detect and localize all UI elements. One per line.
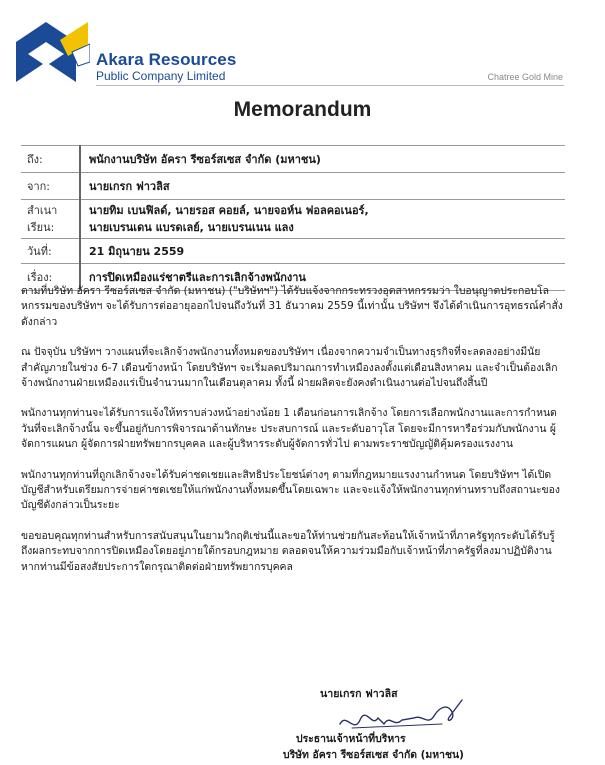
body-paragraph-5: ขอขอบคุณทุกท่านสำหรับการสนับสนุนในยามวิกฤติเช่นนี้และขอให้ท่านช่วยกันสะท้อนให้เจ้าหน้าที่ภาครัฐทุกระดับได้รับรู้ถึงผลกระทบจากการปิดเหมืองโดยอยู่ภายใต้กรอบกฎหมาย ตลอดจนให้ความร่วมมือกับเจ้าหน้าที่ภาครัฐที่ลงมาปฏิบัติงาน หากท่านมีข้อสงสัยประการใดกรุณาติดต่อฝ่ายทรัพยากรบุคคล: [21, 529, 555, 573]
from-value: นายเกรก ฟาวลิส: [80, 173, 565, 200]
memo-cc-row: [21, 200, 565, 239]
memo-to-row: [21, 146, 565, 173]
to-label: ถึง:: [21, 146, 80, 173]
cc-value-line2: นายเบรนเดน แบรดเลย์, นายเบรนเนน แลง: [89, 221, 294, 234]
cc-label: [21, 200, 80, 239]
cc-label-line2: เรียน:: [27, 221, 55, 234]
memo-date-row: [21, 239, 565, 264]
mine-name: Chatree Gold Mine: [487, 72, 563, 82]
to-value: พนักงานบริษัท อัครา รีซอร์สเซส จำกัด (มหาชน): [80, 146, 565, 173]
date-label: วันที่:: [21, 239, 80, 264]
company-name: Akara Resources: [96, 50, 237, 69]
memo-from-row: [21, 173, 565, 200]
subject-label: เรื่อง:: [21, 264, 80, 291]
page-title: Memorandum: [233, 98, 372, 121]
memo-body: [21, 284, 565, 590]
body-paragraph-1: ตามที่บริษัท อัครา รีซอร์สเซส จำกัด (มหาชน) ("บริษัทฯ") ได้รับแจ้งจากกระทรวงอุตสาหกรรมว่า ใบอนุญาตประกอบโลหกรรมของบริษัทฯ จะได้รับการต่ออายุออกไปจนถึงวันที่ 31 ธันวาคม 2559 นี้เท่านั้น บริษัทฯ จึงได้ดำเนินการอุทธรณ์คำสั่งดังกล่าว: [21, 285, 563, 328]
cc-value-line1: นายทิม เบนฟิลด์, นายรอส คอยล์, นายจอห์น ฟอลคอเนอร์,: [89, 204, 369, 217]
subject-value: การปิดเหมืองแร่ชาตรีและการเลิกจ้างพนักงาน: [80, 264, 565, 291]
signatory-company: บริษัท อัครา รีซอร์สเซส จำกัด (มหาชน): [283, 749, 464, 761]
header-divider: [96, 85, 564, 86]
signatory-title: ประธานเจ้าหน้าที่บริหาร: [296, 733, 406, 745]
from-label: จาก:: [21, 173, 80, 200]
body-paragraph-3: พนักงานทุกท่านจะได้รับการแจ้งให้ทราบล่วงหน้าอย่างน้อย 1 เดือนก่อนการเลิกจ้าง โดยการเลือกพนักงานและการกำหนดวันที่จะเลิกจ้างนั้น จะขึ้นอยู่กับการพิจารณาด้านทักษะ ประสบการณ์ และระดับอาวุโส โดยจะมีการหารือร่วมกับพนักงาน ผู้จัดการแผนก ผู้จัดการฝ่ายทรัพยากรบุคคล และผู้บริหารระดับผู้จัดการทั่วไป ตามพระราชบัญญัติคุ้มครองแรงงาน: [21, 407, 557, 451]
date-value: 21 มิถุนายน 2559: [80, 239, 565, 264]
body-paragraph-4: พนักงานทุกท่านที่ถูกเลิกจ้างจะได้รับค่าชดเชยและสิทธิประโยชน์ต่างๆ ตามที่กฎหมายแรงงานกำหนด โดยบริษัทฯ ได้เปิดบัญชีสำหรับเตรียมการจ่ายค่าชดเชยให้แก่พนักงานทั้งหมดขึ้นโดยเฉพาะ และจะแจ้งให้พนักงานทุกท่านทราบถึงสถานะของบัญชีดังกล่าวเป็นระยะ: [21, 468, 560, 512]
signatory-name: นายเกรก ฟาวลิส: [320, 688, 398, 700]
company-subtitle: Public Company Limited: [96, 69, 226, 83]
memo-header-table: [21, 145, 565, 291]
body-paragraph-2: ณ ปัจจุบัน บริษัทฯ วางแผนที่จะเลิกจ้างพนักงานทั้งหมดของบริษัทฯ เนื่องจากความจำเป็นทางธุรกิจที่จะลดลงอย่างมีนัยสำคัญภายในช่วง 6-7 เดือนข้างหน้า โดยบริษัทฯ จะเริ่มลดปริมาณการทำเหมืองลงตั้งแต่เดือนสิงหาคม และจำเป็นต้องเลิกจ้างพนักงานฝ่ายเหมืองแร่เป็นจำนวนมากในเดือนตุลาคม ทั้งนี้ ฝ่ายผลิตจะยังคงดำเนินงานต่อไปจนถึงสิ้นปี: [21, 346, 558, 390]
cc-value: [80, 200, 565, 239]
cc-label-line1: สำเนา: [27, 204, 58, 217]
akara-logo-icon: [16, 22, 90, 92]
